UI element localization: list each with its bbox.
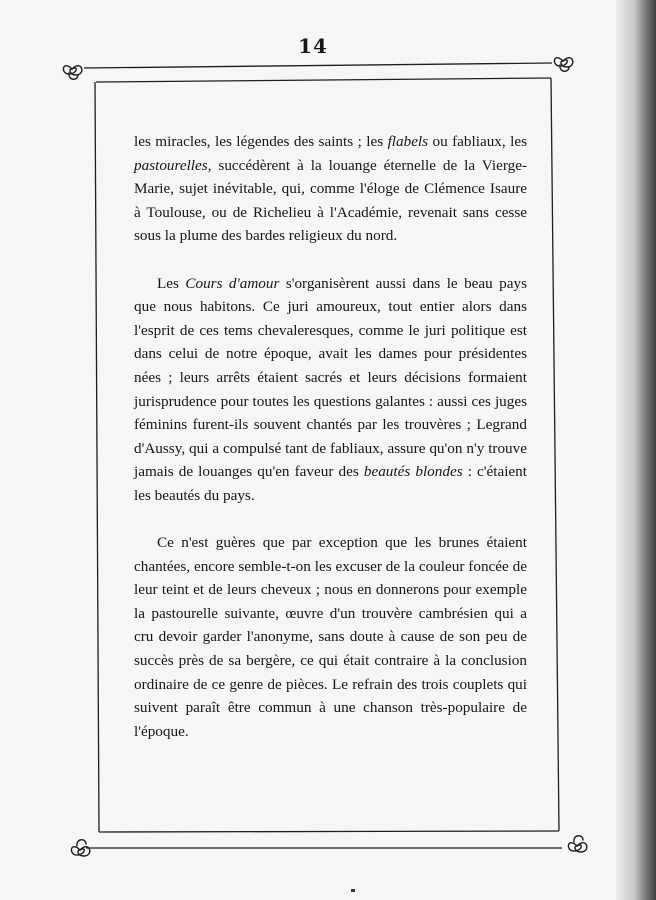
- text-run-italic: flabels: [387, 133, 429, 150]
- text-run: Les: [157, 274, 186, 292]
- paragraph-3: [134, 531, 527, 743]
- text-run: , succédèrent à la louange éternelle de la Vierge-Marie, sujet inévitable, qui, comme l'éloge de Clémence Isaure à Toulouse, ou de Richelieu à l'Académie, revenait sans cesse sous la plume des bardes religieux du nord.: [134, 156, 527, 245]
- frame-bottom-rule-inner: [99, 831, 559, 832]
- page-number: 14: [298, 34, 328, 58]
- text-run-italic: Cours d'amour: [185, 274, 280, 292]
- frame-left-rule: [95, 82, 99, 832]
- printer-mark: [351, 889, 355, 892]
- text-run: ou fabliaux, les: [428, 133, 527, 150]
- frame-top-rule-inner: [96, 78, 551, 82]
- corner-top-left-ornament-icon: [63, 66, 81, 80]
- corner-bottom-right-ornament-icon: [568, 836, 586, 852]
- frame-right-rule: [551, 78, 559, 831]
- paragraph-2: [134, 272, 527, 508]
- corner-top-right-ornament-icon: [554, 58, 572, 72]
- text-run: : c'étaient les beautés du pays.: [134, 463, 527, 504]
- text-run: les miracles, les légendes des saints ; les: [134, 133, 388, 150]
- text-run: s'organisèrent aussi dans le beau pays que nous habitons. Ce juri amoureux, tout entier alors dans l'esprit de ces tems chevaleresques, comme le juri politique est dans celui de notre époque, avait les dames pour présidentes nées ; leurs arrêts étaient sacrés et leurs décisions formaient jurisprudence pour toutes les questions galantes : aussi ces juges féminins furent-ils souvent chantés par les trouvères ; Legrand d'Aussy, qui a compulsé tant de fabliaux, assure qu'on n'y trouve jamais de louanges qu'en faveur des: [134, 274, 527, 481]
- frame-top-rule-outer: [84, 63, 552, 68]
- text-run-italic: beautés blondes: [363, 463, 463, 481]
- body-text: [134, 130, 527, 743]
- text-run-italic: pastourelles: [134, 156, 208, 174]
- text-run: Ce n'est guères que par exception que les brunes étaient chantées, encore semble-t-on les excuser de la couleur foncée de leur teint et de leurs cheveux ; nous en donnerons pour exemple la pastourelle suivante, œuvre d'un trouvère cambrésien qui a cru devoir garder l'anonyme, sans doute à cause de son peu de succès près de sa bergère, ce qui était contraire à la conclusion ordinaire de ce genre de pièces. Le refrain des trois couplets qui suivent paraît être commun à une chanson très-populaire de l'époque.: [134, 534, 527, 740]
- paragraph-1: [134, 130, 527, 248]
